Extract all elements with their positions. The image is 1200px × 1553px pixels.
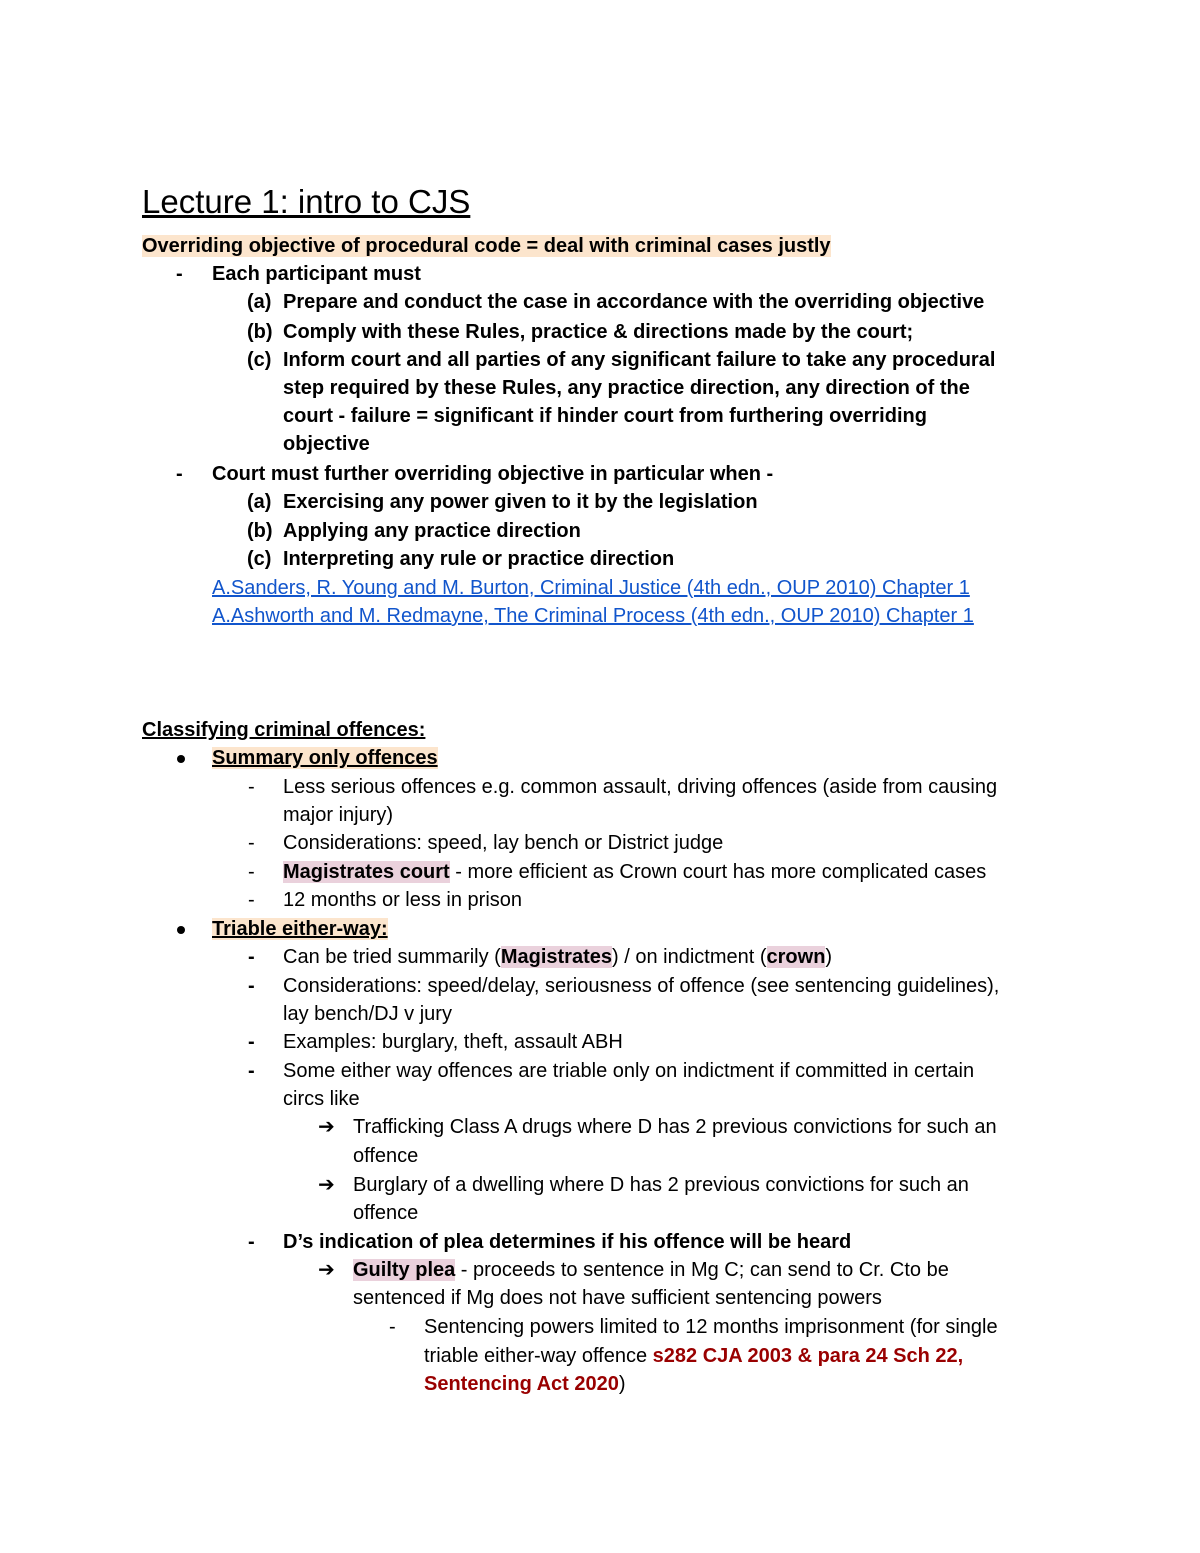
list-marker-b: (b) <box>247 520 273 542</box>
summary-line3 <box>283 858 986 886</box>
overriding-heading-text: Overriding objective of procedural code = deal with criminal cases justly <box>142 235 831 257</box>
either-line3: Examples: burglary, theft, assault ABH <box>283 1031 623 1053</box>
summary-label <box>212 744 438 772</box>
participant-c-line4: objective <box>283 433 370 455</box>
arrow-item-1-cont: offence <box>353 1145 419 1167</box>
participant-c-line1: Inform court and all parties of any significant failure to take any procedural <box>283 349 996 371</box>
list-marker-c: (c) <box>247 548 272 570</box>
dash-marker: - <box>248 832 255 854</box>
dash-marker: - <box>176 263 183 285</box>
sentencing-line2 <box>424 1342 963 1370</box>
dash-marker: - <box>248 946 255 968</box>
dash-marker: - <box>248 1031 255 1053</box>
summary-line3-rest: - more efficient as Crown court has more complicated cases <box>449 861 987 883</box>
dash-marker: - <box>248 1060 255 1082</box>
either-line4: Some either way offences are triable only on indictment if committed in certain <box>283 1060 975 1082</box>
page-title: Lecture 1: intro to CJS <box>142 183 471 220</box>
dash-marker: - <box>248 776 255 798</box>
sentencing-line1: Sentencing powers limited to 12 months imprisonment (for single <box>424 1316 998 1338</box>
reference-link-2[interactable] <box>212 602 974 630</box>
arrow-icon: ➔ <box>318 1259 335 1281</box>
either-line5: D’s indication of plea determines if his offence will be heard <box>283 1231 852 1253</box>
guilty-plea-line1 <box>353 1256 949 1284</box>
sentencing-line2-text: triable either-way offence <box>424 1345 653 1367</box>
guilty-plea-highlight: Guilty plea <box>353 1259 456 1281</box>
court-b: Applying any practice direction <box>283 520 581 542</box>
arrow-icon: ➔ <box>318 1174 335 1196</box>
list-marker-b: (b) <box>247 321 273 343</box>
crown-highlight: crown <box>766 946 826 968</box>
arrow-item-2-cont: offence <box>353 1202 419 1224</box>
participant-c-line3: court - failure = significant if hinder court from furthering overriding <box>283 405 927 427</box>
summary-label-text: Summary only offences <box>212 747 438 769</box>
sentencing-line3-close: ) <box>618 1373 626 1395</box>
arrow-icon: ➔ <box>318 1116 335 1138</box>
list-marker-a: (a) <box>247 291 272 313</box>
arrow-item-2: Burglary of a dwelling where D has 2 previous convictions for such an <box>353 1174 969 1196</box>
either-line2-cont: lay bench/DJ v jury <box>283 1003 452 1025</box>
either-line2: Considerations: speed/delay, seriousness of offence (see sentencing guidelines), <box>283 975 1000 997</box>
magistrates-highlight: Magistrates <box>500 946 612 968</box>
participant-b: Comply with these Rules, practice & directions made by the court; <box>283 321 914 343</box>
participant-c-line2: step required by these Rules, any practice direction, any direction of the <box>283 377 970 399</box>
either-line1-part: ) <box>825 946 833 968</box>
either-line4-cont: circs like <box>283 1088 360 1110</box>
sentencing-line3 <box>424 1370 626 1398</box>
summary-line4: 12 months or less in prison <box>283 889 523 911</box>
dash-marker: - <box>248 1231 255 1253</box>
dash-marker: - <box>248 889 255 911</box>
reference-link-1-text[interactable]: A.Sanders, R. Young and M. Burton, Criminal Justice (4th edn., OUP 2010) Chapter 1 <box>212 577 970 599</box>
either-line1-part: ) / on indictment ( <box>612 946 767 968</box>
either-label <box>212 915 388 943</box>
court-item: Court must further overriding objective in particular when - <box>212 463 774 485</box>
dash-marker: - <box>176 463 183 485</box>
statute-reference: s282 CJA 2003 & para 24 Sch 22, <box>652 1345 964 1367</box>
court-a: Exercising any power given to it by the legislation <box>283 491 758 513</box>
guilty-plea-line2: sentenced if Mg does not have sufficient sentencing powers <box>353 1287 882 1309</box>
dash-marker: - <box>389 1316 396 1338</box>
participant-a: Prepare and conduct the case in accordance with the overriding objective <box>283 291 985 313</box>
list-marker-c: (c) <box>247 349 272 371</box>
summary-line2: Considerations: speed, lay bench or District judge <box>283 832 724 854</box>
bullet-dot <box>177 755 185 763</box>
participant-item: Each participant must <box>212 263 421 285</box>
arrow-item-1: Trafficking Class A drugs where D has 2 previous convictions for such an <box>353 1116 997 1138</box>
summary-line1: Less serious offences e.g. common assault, driving offences (aside from causing <box>283 776 998 798</box>
summary-line1-cont: major injury) <box>283 804 394 826</box>
dash-marker: - <box>248 975 255 997</box>
guilty-plea-rest: - proceeds to sentence in Mg C; can send to Cr. Cto be <box>455 1259 949 1281</box>
bullet-dot <box>177 926 185 934</box>
dash-marker: - <box>248 861 255 883</box>
list-marker-a: (a) <box>247 491 272 513</box>
either-label-text: Triable either-way: <box>212 918 388 940</box>
reference-link-1[interactable] <box>212 574 970 602</box>
classifying-heading: Classifying criminal offences: <box>142 719 426 741</box>
either-line1 <box>283 943 832 971</box>
overriding-heading <box>142 232 831 260</box>
magistrates-court-highlight: Magistrates court <box>283 861 450 883</box>
court-c: Interpreting any rule or practice direction <box>283 548 675 570</box>
reference-link-2-text[interactable]: A.Ashworth and M. Redmayne, The Criminal Process (4th edn., OUP 2010) Chapter 1 <box>212 605 974 627</box>
statute-reference: Sentencing Act 2020 <box>424 1373 619 1395</box>
either-line1-part: Can be tried summarily ( <box>283 946 501 968</box>
